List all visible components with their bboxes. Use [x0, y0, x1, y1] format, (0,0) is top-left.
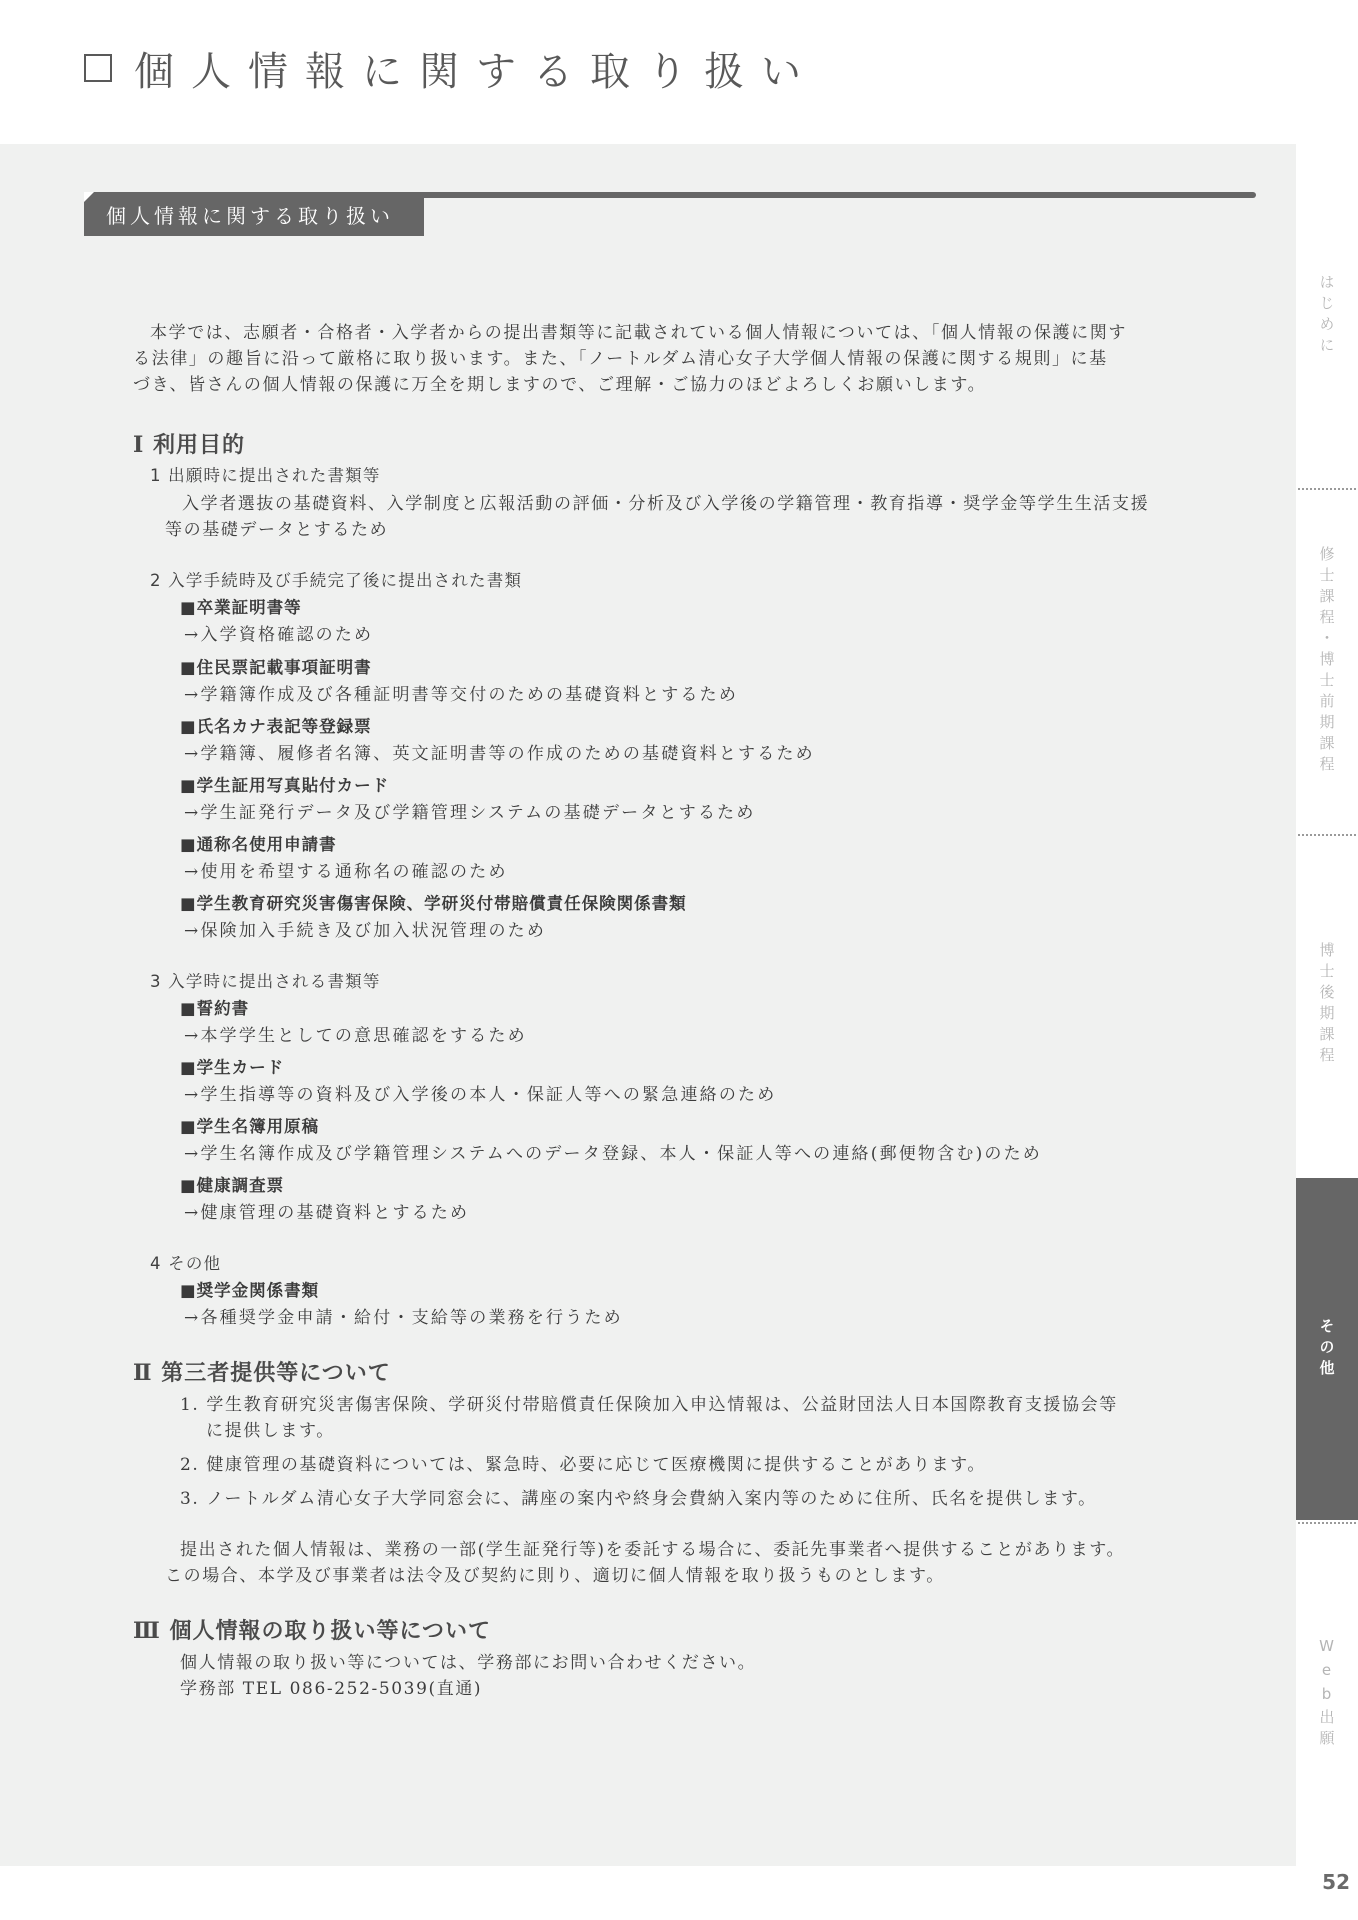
item-1-title: 1 出願時に提出された書類等: [150, 466, 381, 485]
checkbox-square-icon: [84, 54, 112, 82]
section-heading-text: 個人情報に関する取り扱い: [106, 204, 394, 228]
page-title: [84, 42, 818, 94]
document-name: ■学生名簿用原稿: [180, 1117, 320, 1136]
side-tab-doctoral[interactable]: [1296, 834, 1358, 1176]
third-party-item: 3. ノートルダム清心女子大学同窓会に、講座の案内や終身会費納入案内等のために住所、氏名を提供します。: [180, 1489, 1097, 1509]
intro-line: る法律」の趣旨に沿って厳格に取り扱います。また、「ノートルダム清心女子大学個人情報の保護に関する規則」に基: [133, 349, 1108, 369]
side-tab-label: 修士課程・博士前期課程: [1317, 545, 1336, 777]
document-purpose: →学籍簿、履修者名簿、英文証明書等の作成のための基礎資料とするため: [184, 744, 815, 764]
document-purpose: →使用を希望する通称名の確認のため: [184, 862, 508, 882]
side-tab-other[interactable]: [1296, 1178, 1358, 1520]
section-3-heading: Ⅲ 個人情報の取り扱い等について: [133, 1618, 492, 1644]
item-2-title: 2 入学手続時及び手続完了後に提出された書類: [150, 571, 523, 590]
document-purpose: →入学資格確認のため: [184, 625, 374, 645]
third-party-item: に提供します。: [206, 1421, 335, 1441]
document-purpose: →保険加入手続き及び加入状況管理のため: [184, 921, 547, 941]
contact-line: 個人情報の取り扱い等については、学務部にお問い合わせください。: [180, 1653, 757, 1673]
item-1-text: 等の基礎データとするため: [165, 520, 389, 540]
side-navigation: [1296, 144, 1358, 1520]
corner-notch: [84, 192, 94, 202]
side-tab-label: はじめに: [1317, 274, 1336, 358]
side-tab-web[interactable]: [1296, 1524, 1358, 1864]
intro-line: 本学では、志願者・合格者・入学者からの提出書類等に記載されている個人情報については、「個人情報の保護に関す: [150, 323, 1127, 343]
section-2-heading: Ⅱ 第三者提供等について: [133, 1360, 391, 1386]
third-party-item: 2. 健康管理の基礎資料については、緊急時、必要に応じて医療機関に提供することがあります。: [180, 1455, 986, 1475]
side-tab-divider: [1298, 834, 1356, 836]
side-tab-hajimeni[interactable]: [1296, 144, 1358, 488]
item-3-title: 3 入学時に提出される書類等: [150, 972, 381, 991]
document-name: ■学生教育研究災害傷害保険、学研災付帯賠償責任保険関係書類: [180, 894, 687, 913]
side-tab-label: Web出願: [1317, 1637, 1336, 1751]
third-party-item: 1. 学生教育研究災害傷害保険、学研災付帯賠償責任保険加入申込情報は、公益財団法人日本国際教育支援協会等: [180, 1395, 1118, 1415]
item-4-title: 4 その他: [150, 1254, 222, 1273]
document-name: ■学生カード: [180, 1058, 285, 1077]
document-purpose: →学籍簿作成及び各種証明書等交付のための基礎資料とするため: [184, 685, 739, 705]
document-name: ■氏名カナ表記等登録票: [180, 717, 372, 736]
document-purpose: →各種奨学金申請・給付・支給等の業務を行うため: [184, 1308, 623, 1328]
document-name: ■奨学金関係書類: [180, 1281, 320, 1300]
document-name: ■住民票記載事項証明書: [180, 658, 372, 677]
third-party-note: 提出された個人情報は、業務の一部(学生証発行等)を委託する場合に、委託先事業者へ提供することがあります。: [180, 1540, 1126, 1560]
section-heading: [84, 196, 424, 236]
section-1-heading: Ⅰ 利用目的: [133, 432, 245, 458]
document-name: ■卒業証明書等: [180, 598, 302, 617]
document-purpose: →健康管理の基礎資料とするため: [184, 1203, 470, 1223]
document-purpose: →本学学生としての意思確認をするため: [184, 1026, 527, 1046]
page-title-text: 個人情報に関する取り扱い: [134, 48, 818, 95]
page-number: 52: [1322, 1870, 1350, 1894]
contact-phone: 学務部 TEL 086-252-5039(直通): [180, 1679, 483, 1699]
document-purpose: →学生指導等の資料及び入学後の本人・保証人等への緊急連絡のため: [184, 1085, 777, 1105]
document-name: ■誓約書: [180, 999, 250, 1018]
intro-line: づき、皆さんの個人情報の保護に万全を期しますので、ご理解・ご協力のほどよろしくお願いします。: [133, 375, 987, 395]
document-purpose: →学生証発行データ及び学籍管理システムの基礎データとするため: [184, 803, 756, 823]
side-tab-divider: [1298, 488, 1356, 490]
document-name: ■健康調査票: [180, 1176, 285, 1195]
third-party-note: この場合、本学及び事業者は法令及び契約に則り、適切に個人情報を取り扱うものとします。: [165, 1566, 945, 1586]
side-tab-masters[interactable]: [1296, 490, 1358, 832]
side-tab-label: その他: [1317, 1317, 1336, 1381]
document-purpose: →学生名簿作成及び学籍管理システムへのデータ登録、本人・保証人等への連絡(郵便物含む)のため: [184, 1144, 1043, 1164]
document-name: ■通称名使用申請書: [180, 835, 337, 854]
document-name: ■学生証用写真貼付カード: [180, 776, 390, 795]
item-1-text: 入学者選抜の基礎資料、入学制度と広報活動の評価・分析及び入学後の学籍管理・教育指導・奨学金等学生生活支援: [182, 494, 1150, 514]
side-tab-label: 博士後期課程: [1317, 942, 1336, 1068]
